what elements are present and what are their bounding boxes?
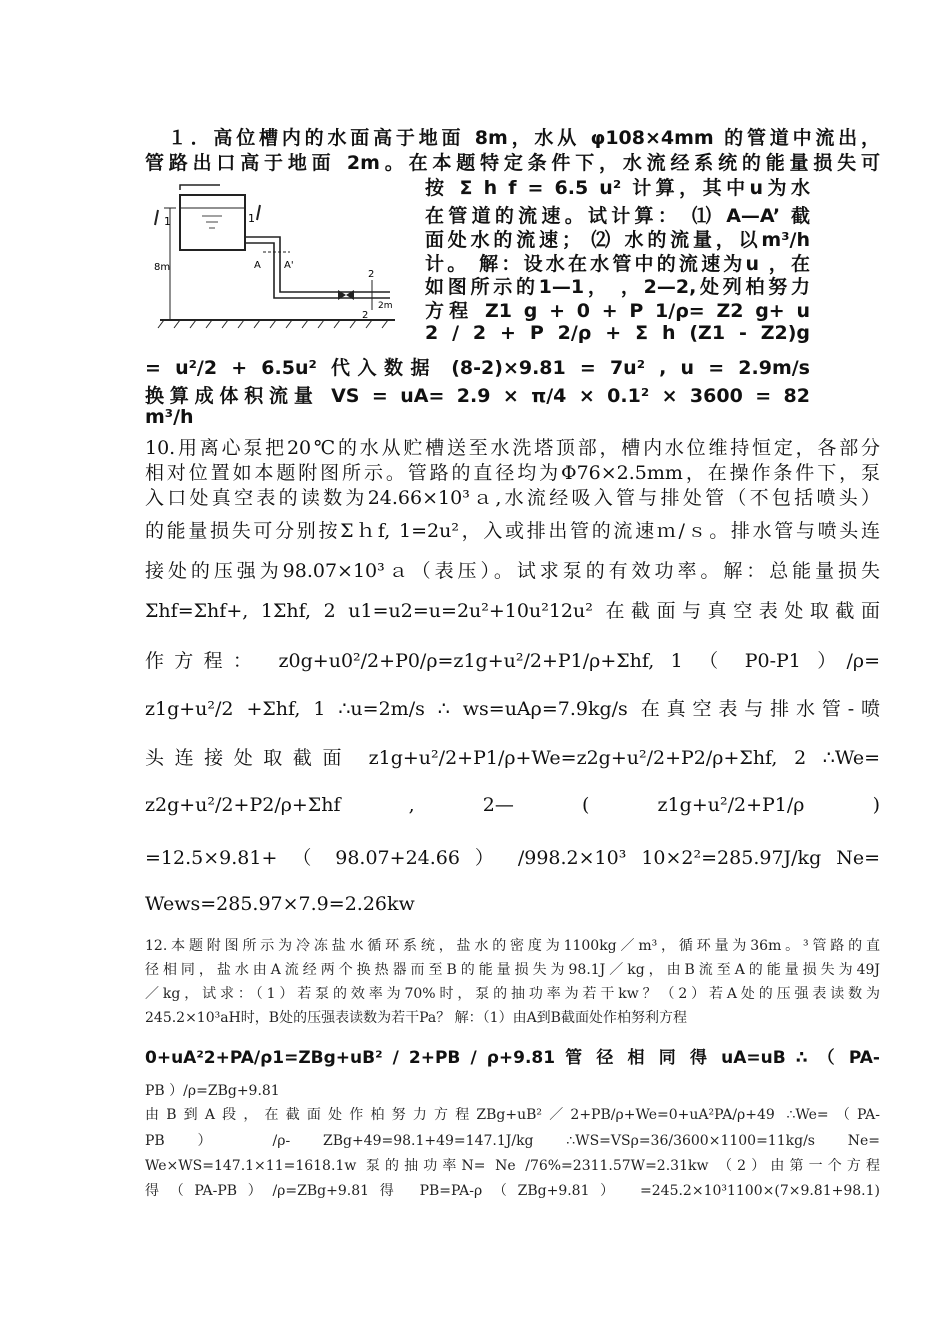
- problem10-line-6: Σhf=Σhf+, 1Σhf, 2 u1=u2=u=2u²+10u²12u² 在截面与真空表处取截面: [145, 600, 880, 622]
- problem1-line-6: 计。 解：设水在水管中的流速为u ，在: [425, 253, 810, 275]
- figure-label-A: A: [254, 260, 261, 271]
- problem12-line-4: 245.2×10³aH时，B处的压强表读数为若干Pa？ 解：（1）由A到B截面处作柏努利方程: [145, 1010, 687, 1026]
- problem12-line-2: 径相同，盐水由A流经两个换热器而至B的能量损失为98.1J／kg，由B流至A的能量损失为49J: [145, 962, 880, 978]
- figure-label-1a: 1: [164, 215, 171, 228]
- problem1-line-7: 如图所示的1—1， ，2—2,处列柏努力: [425, 276, 810, 298]
- problem1-line-2: 管路出口高于地面 2m。在本题特定条件下，水流经系统的能量损失可: [145, 152, 880, 174]
- problem12-line-1: 12.本题附图所示为冷冻盐水循环系统，盐水的密度为1100kg／m³，循环量为36m。³管路的直: [145, 938, 880, 954]
- problem1-line-11: 换算成体积流量 VS = uA= 2.9 × π/4 × 0.1² × 3600 = 82: [145, 385, 810, 407]
- problem10-line-12: Wews=285.97×7.9=2.26kw: [145, 893, 415, 915]
- problem10-line-1: 10.用离心泵把20℃的水从贮槽送至水洗塔顶部，槽内水位维持恒定，各部分: [145, 437, 880, 459]
- problem1-line-5: 面处水的流速； ⑵ 水的流量，以m³/h: [425, 229, 810, 251]
- problem12-line-3: ／kg，试求：（1）若泵的效率为70%时，泵的抽功率为若干kw？（2）若A处的压强表读数为: [145, 986, 880, 1002]
- figure-label-8m: 8m: [154, 262, 171, 273]
- problem1-line-9: 2 / 2 + P 2/ρ + Σ h (Z1 - Z2)g: [425, 322, 810, 344]
- problem1-line-3: 按 Σ h f = 6.5 u² 计算，其中u为水: [425, 177, 810, 199]
- problem1-line-8: 方程 Z1 g + 0 + P 1/ρ= Z2 g+ u: [425, 300, 810, 322]
- problem12-line-7: 由B到A段，在截面处作柏努力方程ZBg+uB²／2+PB/ρ+We=0+uA²PA/ρ+49 ∴We=（PA-: [145, 1107, 880, 1123]
- problem10-line-9: 头连接处取截面 z1g+u²/2+P1/ρ+We=z2g+u²/2+P2/ρ+Σhf, 2 ∴We=: [145, 747, 880, 769]
- problem12-line-5: 0+uA²2+PA/ρ1=ZBg+uB² / 2+PB / ρ+9.81 管 径 相 同 得 uA=uB ∴ （ PA-: [145, 1048, 880, 1068]
- figure-label-2m: 2m: [378, 301, 393, 311]
- tank-pipe-figure: [150, 180, 400, 335]
- problem10-line-2: 相对位置如本题附图所示。管路的直径均为Φ76×2.5mm，在操作条件下，泵: [145, 462, 880, 484]
- problem10-line-3: 入口处真空表的读数为24.66×10³ａ,水流经吸入管与排处管（不包括喷头）: [145, 487, 880, 509]
- figure-label-A-prime: A': [284, 260, 294, 271]
- figure-label-2b: 2: [362, 310, 369, 321]
- problem12-line-8: PB ） /ρ- ZBg+49=98.1+49=147.1J/kg ∴WS=VSρ=36/3600×1100=11kg/s Ne=: [145, 1133, 880, 1149]
- problem1-line-10: = u²/2 + 6.5u² 代入数据 (8-2)×9.81 = 7u² , u = 2.9m/s: [145, 357, 810, 379]
- problem10-line-7: 作方程： z0g+u0²/2+P0/ρ=z1g+u²/2+P1/ρ+Σhf, 1 （ P0-P1 ）/ρ=: [145, 650, 880, 672]
- problem10-line-10: z2g+u²/2+P2/ρ+Σhf , 2— ( z1g+u²/2+P1/ρ ): [145, 794, 880, 816]
- problem10-line-11: =12.5×9.81+ （ 98.07+24.66 ） /998.2×10³ 10×2²=285.97J/kg Ne=: [145, 847, 880, 869]
- problem1-line-4: 在管道的流速。试计算： ⑴ A—A’ 截: [425, 205, 810, 227]
- figure-label-2a: 2: [368, 269, 375, 280]
- problem10-line-5: 接处的压强为98.07×10³ａ（表压）。试求泵的有效功率。解：总能量损失: [145, 560, 880, 582]
- problem12-line-6: PB ）/ρ=ZBg+9.81: [145, 1083, 280, 1099]
- problem10-line-4: 的能量损失可分别按Σｈf, 1=2u²，入或排出管的流速ｍ/ｓ。排水管与喷头连: [145, 520, 880, 542]
- problem10-line-8: z1g+u²/2 +Σhf, 1 ∴u=2m/s ∴ ws=uAρ=7.9kg/s 在真空表与排水管-喷: [145, 698, 880, 720]
- figure-label-1b: 1: [248, 212, 255, 225]
- problem12-line-10: 得（PA-PB）/ρ=ZBg+9.81得 PB=PA-ρ（ZBg+9.81） =245.2×10³1100×(7×9.81+98.1): [145, 1183, 880, 1199]
- problem1-line-1: １．高位槽内的水面高于地面 8m，水从 φ108×4mm 的管道中流出，: [145, 127, 880, 149]
- problem1-line-12: m³/h: [145, 406, 194, 428]
- problem12-line-9: We×WS=147.1×11=1618.1w 泵的抽功率N= Ne /76%=2311.57W=2.31kw （2）由第一个方程: [145, 1158, 880, 1174]
